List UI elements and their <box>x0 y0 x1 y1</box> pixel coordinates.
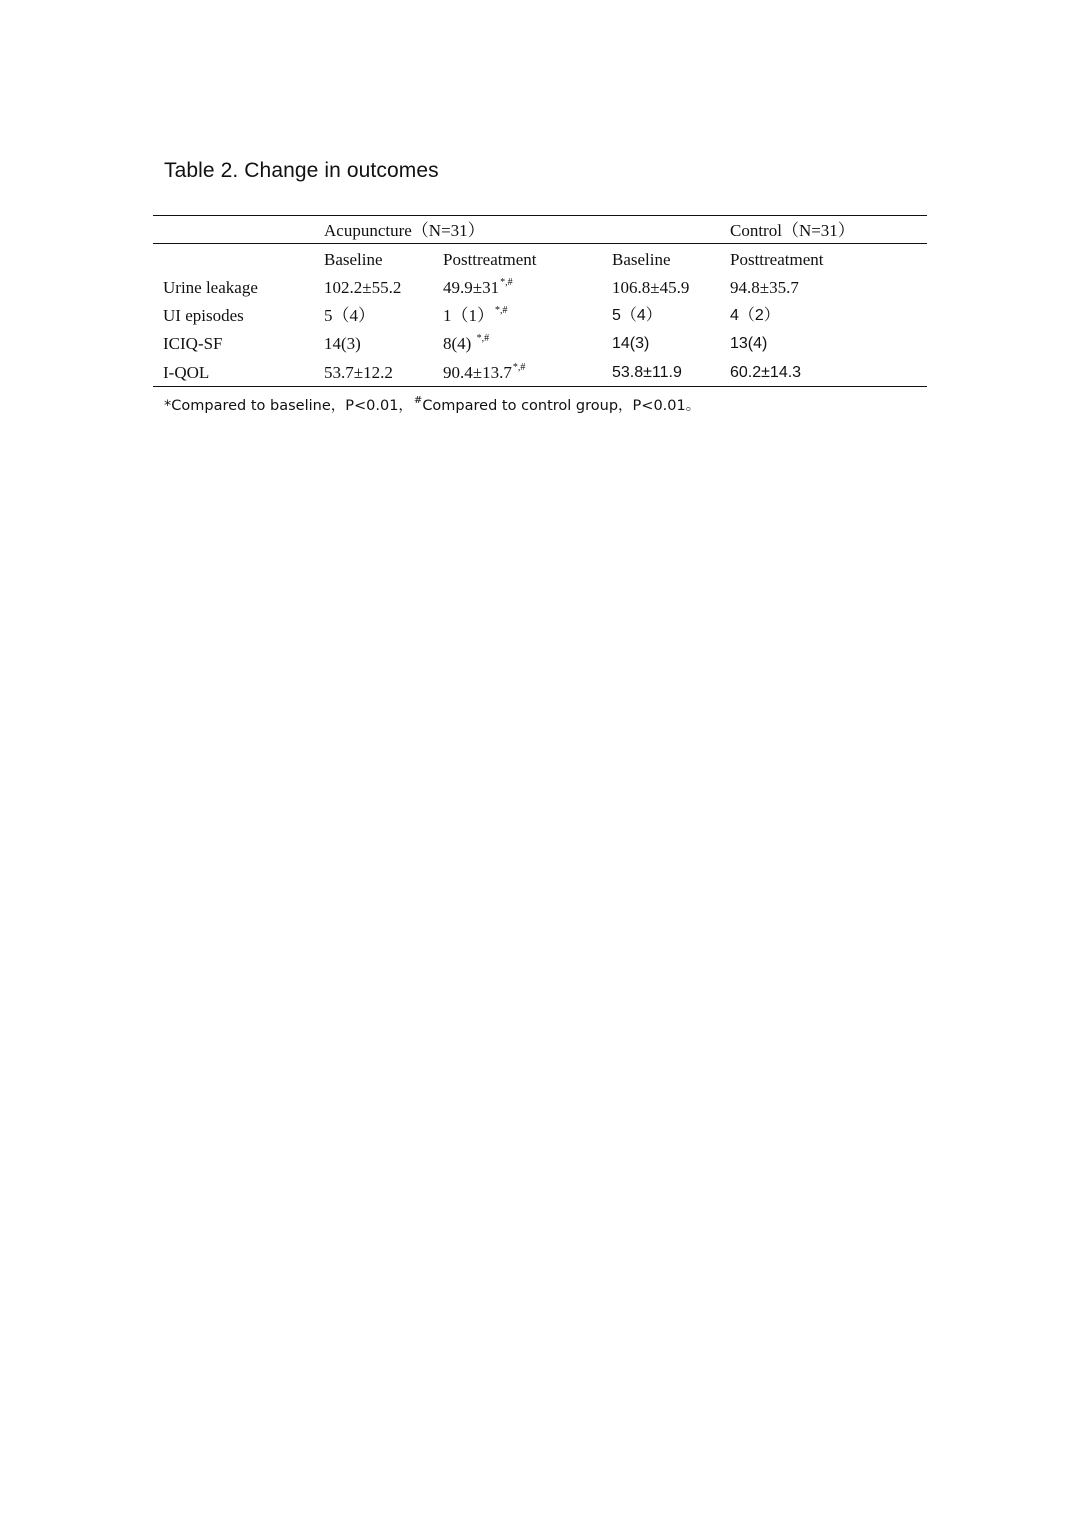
significance-mark: *,# <box>476 333 490 344</box>
cell-iciq-acu-post <box>443 334 489 357</box>
subheader-ctl-baseline: Baseline <box>612 250 671 269</box>
table-title: Table 2. Change in outcomes <box>164 159 439 182</box>
cell-urine-ctl-post: 94.8±35.7 <box>730 278 799 297</box>
cell-ui-ctl-baseline: 5（4） <box>612 307 662 324</box>
footnote-control-note: Compared to control group，P<0.01。 <box>422 398 701 414</box>
row-label-urine-leakage: Urine leakage <box>163 278 258 297</box>
subheader-ctl-posttreatment: Posttreatment <box>730 250 824 269</box>
row-label-ui-episodes: UI episodes <box>163 306 244 325</box>
significance-mark: *,# <box>500 277 513 288</box>
cell-iqol-acu-baseline: 53.7±12.2 <box>324 363 393 382</box>
cell-value: 1（1） <box>443 306 494 325</box>
table-top-rule <box>153 215 927 216</box>
cell-iciq-acu-baseline: 14(3) <box>324 334 361 353</box>
group-header-acupuncture: Acupuncture（N=31） <box>324 221 485 240</box>
footnote-mark: # <box>413 395 423 406</box>
footnote-baseline-note: *Compared to baseline，P<0.01， <box>164 398 413 414</box>
cell-ui-ctl-post: 4（2） <box>730 307 780 324</box>
cell-value: 49.9±31 <box>443 278 500 297</box>
cell-iciq-ctl-baseline: 14(3) <box>612 335 650 352</box>
cell-iqol-acu-post <box>443 363 525 386</box>
cell-iciq-ctl-post: 13(4) <box>730 335 768 352</box>
cell-ui-acu-baseline: 5（4） <box>324 306 375 325</box>
cell-value: 8(4) <box>443 334 472 353</box>
subheader-acu-baseline: Baseline <box>324 250 383 269</box>
subheader-acu-posttreatment: Posttreatment <box>443 250 537 269</box>
cell-ui-acu-post <box>443 306 508 329</box>
row-label-i-qol: I-QOL <box>163 363 210 382</box>
table-footnote <box>164 394 700 415</box>
cell-urine-ctl-baseline: 106.8±45.9 <box>612 278 690 297</box>
row-label-iciq-sf: ICIQ-SF <box>163 334 223 353</box>
cell-urine-acu-baseline: 102.2±55.2 <box>324 278 402 297</box>
cell-iqol-ctl-baseline: 53.8±11.9 <box>612 364 682 381</box>
significance-mark: *,# <box>495 305 508 316</box>
group-header-control: Control（N=31） <box>730 221 855 240</box>
table-bottom-rule <box>153 386 927 387</box>
cell-value: 90.4±13.7 <box>443 363 512 382</box>
cell-iqol-ctl-post: 60.2±14.3 <box>730 364 802 381</box>
cell-urine-acu-post <box>443 278 513 301</box>
table-header-rule <box>153 243 927 244</box>
significance-mark: *,# <box>512 362 526 373</box>
